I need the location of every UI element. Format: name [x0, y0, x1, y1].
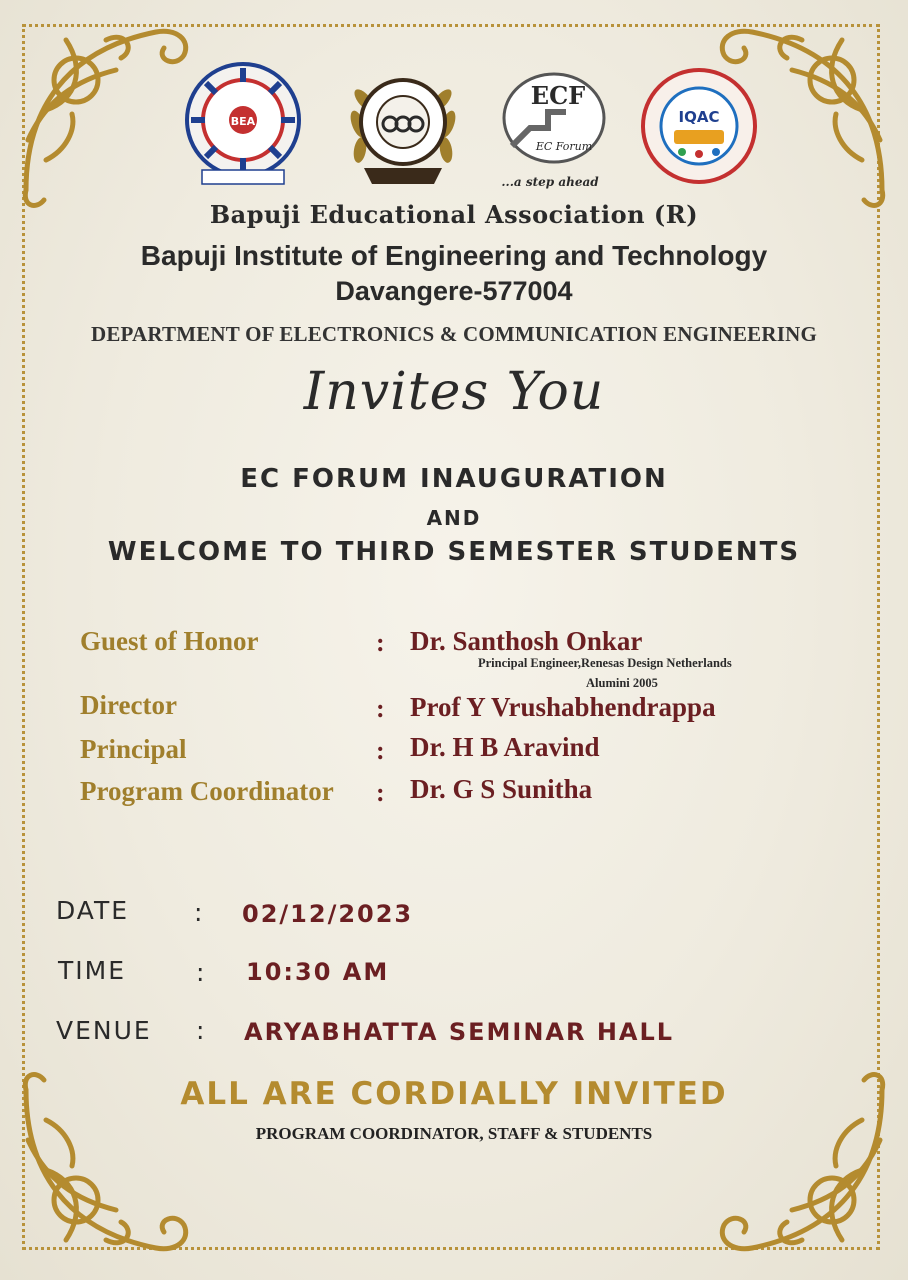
- invites-you-heading: Invites You: [303, 362, 605, 422]
- colon: :: [376, 694, 385, 723]
- colon: :: [194, 898, 203, 927]
- ec-department-logo: [344, 64, 462, 192]
- coordinator-name: Dr. G S Sunitha: [410, 774, 593, 804]
- ec-forum-logo-text: EC Forum: [535, 140, 593, 153]
- time-label: TIME: [58, 956, 127, 985]
- role-guest-of-honor: Guest of Honor: [80, 626, 259, 656]
- date-label: DATE: [56, 896, 130, 925]
- colon: :: [196, 1016, 205, 1045]
- ornament-top-left-icon: [6, 10, 206, 210]
- guest-position: Principal Engineer,Renesas Design Netherlands: [478, 656, 732, 670]
- bapuji-institute-logo: [184, 58, 302, 188]
- role-principal: Principal: [80, 734, 187, 764]
- colon: :: [196, 958, 205, 987]
- institute-name: Bapuji Institute of Engineering and Technology: [140, 240, 768, 271]
- colon: :: [376, 736, 385, 765]
- cordial-invitation: ALL ARE CORDIALLY INVITED: [180, 1076, 728, 1112]
- institute-city: Davangere-577004: [335, 276, 573, 306]
- ec-forum-logo: [500, 66, 608, 190]
- event-title-line2: AND: [426, 506, 482, 530]
- role-program-coordinator: Program Coordinator: [80, 776, 334, 806]
- principal-name: Dr. H B Aravind: [410, 732, 600, 762]
- guest-name: Dr. Santhosh Onkar: [410, 626, 643, 656]
- guest-alumni: Alumini 2005: [586, 676, 658, 690]
- department-name: DEPARTMENT OF ELECTRONICS & COMMUNICATION ENGINEERING: [90, 322, 818, 346]
- association-name: Bapuji Educational Association (R): [209, 200, 699, 229]
- iqac-logo-text: IQAC: [678, 108, 720, 126]
- event-title-line3: WELCOME TO THIRD SEMESTER STUDENTS: [107, 537, 801, 567]
- colon: :: [376, 628, 385, 657]
- date-value: 02/12/2023: [242, 900, 414, 928]
- venue-value: ARYABHATTA SEMINAR HALL: [244, 1018, 675, 1046]
- footer-signatories: PROGRAM COORDINATOR, STAFF & STUDENTS: [255, 1124, 653, 1143]
- colon: :: [376, 778, 385, 807]
- role-director: Director: [80, 690, 177, 720]
- ecf-tagline: ...a step ahead: [501, 175, 599, 189]
- ecf-logo-text: ECF: [530, 81, 586, 110]
- iqac-logo: [640, 66, 758, 186]
- director-name: Prof Y Vrushabhendrappa: [410, 692, 716, 722]
- time-value: 10:30 AM: [246, 958, 390, 986]
- venue-label: VENUE: [56, 1016, 152, 1045]
- bea-logo-text: BEA: [230, 115, 256, 128]
- event-title-line1: EC FORUM INAUGURATION: [240, 464, 668, 494]
